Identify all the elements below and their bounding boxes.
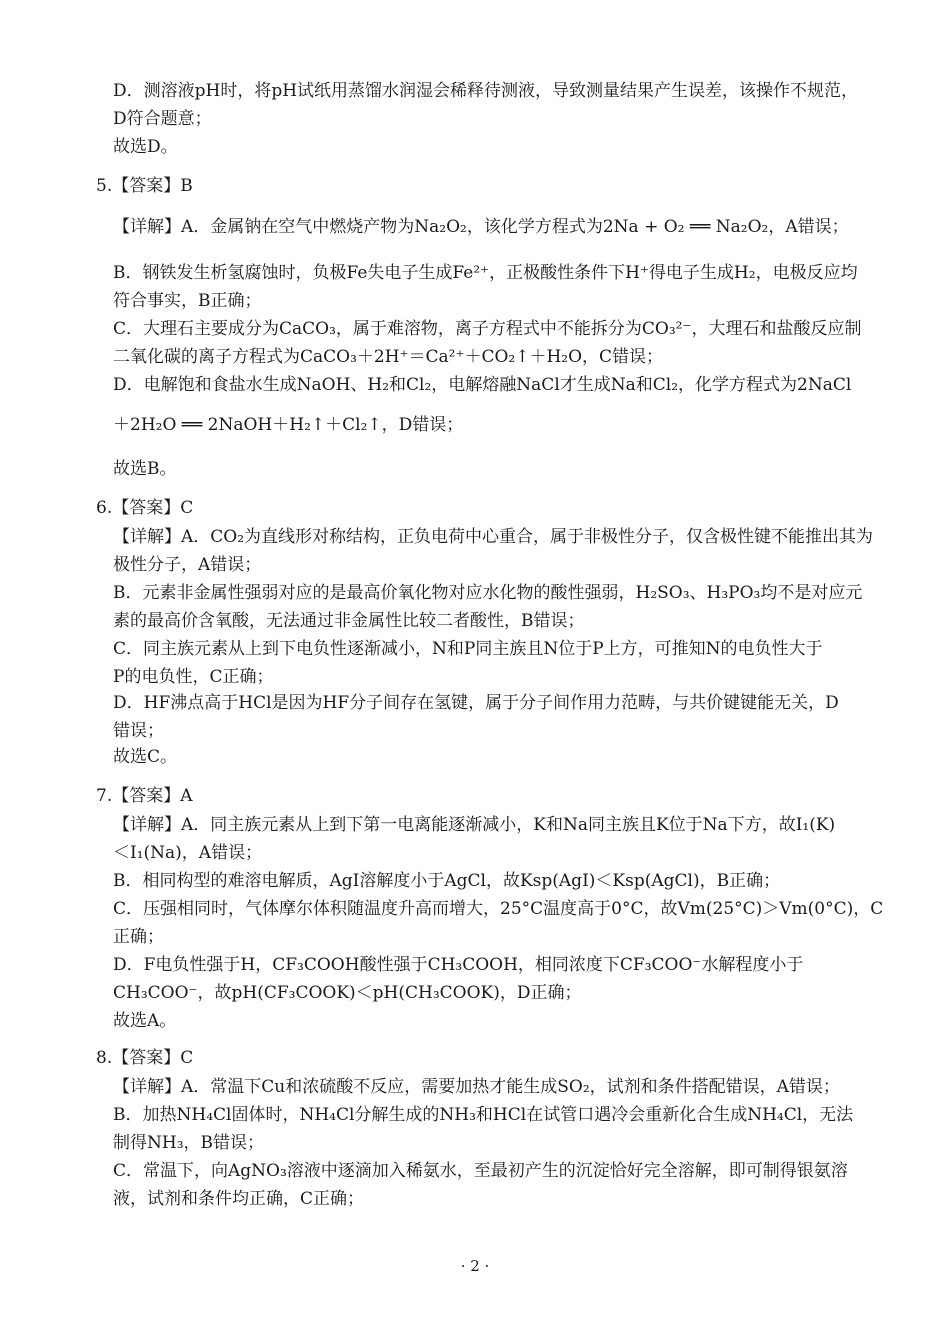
text-line: C．同主族元素从上到下电负性逐渐减小，N和P同主族且N位于P上方，可推知N的电负性大于 — [113, 639, 823, 659]
text-line: C．大理石主要成分为CaCO₃，属于难溶物，离子方程式中不能拆分为CO₃²⁻，大理石和盐酸反应制 — [113, 319, 862, 339]
text-line: 6.【答案】C — [96, 498, 194, 518]
text-line: 5.【答案】B — [96, 176, 193, 196]
page-number: · 2 · — [460, 1257, 490, 1275]
text-line: 故选C。 — [113, 747, 178, 767]
text-line: D．HF沸点高于HCl是因为HF分子间存在氢键，属于分子间作用力范畴，与共价键键能无关，D — [113, 693, 839, 713]
text-line: 故选D。 — [113, 137, 178, 157]
text-line: B．钢铁发生析氢腐蚀时，负极Fe失电子生成Fe²⁺，正极酸性条件下H⁺得电子生成H₂，电极反应均 — [113, 263, 858, 283]
text-line: B．相同构型的难溶电解质，AgI溶解度小于AgCl，故Ksp(AgI)＜Ksp(AgCl)，B正确； — [113, 871, 781, 891]
text-line: C．常温下，向AgNO₃溶液中逐滴加入稀氨水，至最初产生的沉淀恰好完全溶解，即可制得银氨溶 — [113, 1161, 848, 1181]
text-line: D符合题意； — [113, 109, 212, 129]
text-line: 素的最高价含氧酸，无法通过非金属性比较二者酸性，B错误； — [113, 611, 585, 631]
text-line: ＜I₁(Na)，A错误； — [113, 843, 263, 863]
text-line: P的电负性，C正确； — [113, 667, 274, 687]
text-line: 错误； — [113, 721, 164, 741]
text-line: 【详解】A．金属钠在空气中燃烧产物为Na₂O₂，该化学方程式为2Na + O₂ ══ Na₂O₂，A错误； — [113, 217, 849, 237]
text-line: ＋2H₂O ══ 2NaOH＋H₂↑＋Cl₂↑，D错误； — [113, 415, 464, 435]
text-line: 二氧化碳的离子方程式为CaCO₃＋2H⁺＝Ca²⁺＋CO₂↑＋H₂O，C错误； — [113, 347, 664, 367]
text-line: 符合事实，B正确； — [113, 291, 262, 311]
text-line: D．F电负性强于H，CF₃COOH酸性强于CH₃COOH，相同浓度下CF₃COO⁻水解程度小于 — [113, 955, 804, 975]
text-line: 极性分子，A错误； — [113, 555, 262, 575]
text-line: 8.【答案】C — [96, 1048, 194, 1068]
text-line: CH₃COO⁻，故pH(CF₃COOK)＜pH(CH₃COOK)，D正确； — [113, 983, 582, 1003]
text-line: 故选A。 — [113, 1011, 177, 1031]
text-line: 液，试剂和条件均正确，C正确； — [113, 1189, 365, 1209]
text-line: D．测溶液pH时，将pH试纸用蒸馏水润湿会稀释待测液，导致测量结果产生误差，该操作不规范， — [113, 81, 859, 101]
text-line: B．元素非金属性强弱对应的是最高价氧化物对应水化物的酸性强弱，H₂SO₃、H₃PO₃均不是对应元 — [113, 583, 863, 603]
text-line: 7.【答案】A — [96, 786, 193, 806]
text-line: 【详解】A．CO₂为直线形对称结构，正负电荷中心重合，属于非极性分子，仅含极性键不能推出其为 — [113, 527, 874, 547]
text-line: B．加热NH₄Cl固体时，NH₄Cl分解生成的NH₃和HCl在试管口遇冷会重新化合生成NH₄Cl，无法 — [113, 1105, 854, 1125]
text-line: 正确； — [113, 927, 164, 947]
text-line: D．电解饱和食盐水生成NaOH、H₂和Cl₂，电解熔融NaCl才生成Na和Cl₂，化学方程式为2NaCl — [113, 375, 852, 395]
text-line: 故选B。 — [113, 459, 177, 479]
text-line: 【详解】A．常温下Cu和浓硫酸不反应，需要加热才能生成SO₂，试剂和条件搭配错误，A错误； — [113, 1077, 840, 1097]
text-line: 【详解】A．同主族元素从上到下第一电离能逐渐减小，K和Na同主族且K位于Na下方，故I₁(K) — [113, 815, 836, 835]
text-line: 制得NH₃，B错误； — [113, 1133, 265, 1153]
text-line: C．压强相同时，气体摩尔体积随温度升高而增大，25°C温度高于0°C，故Vm(25°C)＞Vm(0°C)，C — [113, 899, 884, 919]
